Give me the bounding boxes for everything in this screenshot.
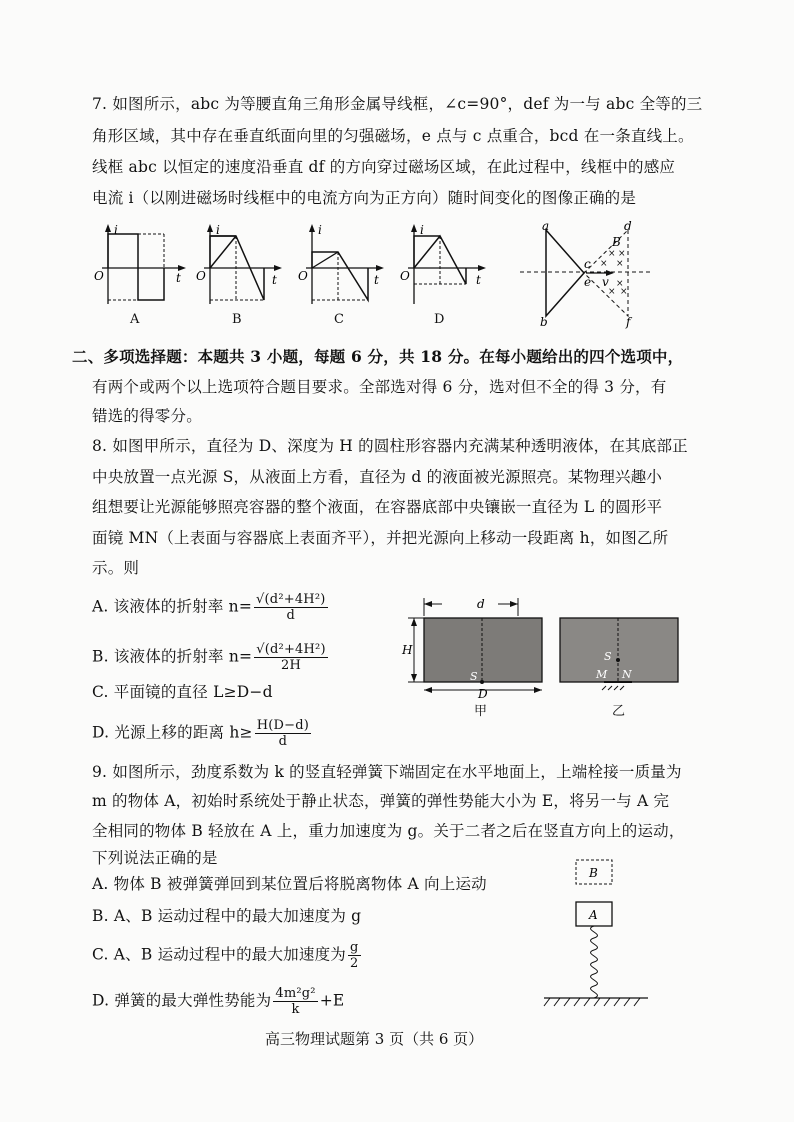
q7-line4: 电流 i（以刚进磁场时线框中的电流方向为正方向）随时间变化的图像正确的是 xyxy=(92,189,637,207)
q7-b-axis-o: O xyxy=(196,269,206,283)
q7-c-axis-i: i xyxy=(318,223,322,237)
q8-line4: 面镜 MN（上表面与容器底上表面齐平），并把光源向上移动一段距离 h，如图乙所 xyxy=(92,529,669,547)
q8-option-d: D. 光源上移的距离 h≥ $\frac{H(D-d)}{d}$ xyxy=(92,718,310,749)
q7-fig-e: e xyxy=(584,275,592,289)
q7-c-axis-o: O xyxy=(298,269,308,283)
q9-line2: m 的物体 A，初始时系统处于静止状态，弹簧的弹性势能大小为 E，将另一与 A 完 xyxy=(92,792,670,810)
q7-graph-c xyxy=(294,222,394,312)
q8-line5: 示。则 xyxy=(92,559,140,577)
q7-label-a: A xyxy=(130,312,140,327)
q8-option-a: A. 该液体的折射率 n= $\frac{\text{√(d²+4H²)}}{d}$ xyxy=(92,592,326,623)
svg-text:×: × xyxy=(616,279,624,289)
q7-label-c: C xyxy=(334,312,344,327)
q8-fig-h-label: H xyxy=(402,643,413,657)
svg-text:×: × xyxy=(620,287,628,297)
q7-fig-c: c xyxy=(584,257,591,271)
q8-caption-yi: 乙 xyxy=(612,704,626,719)
q7-d-axis-i: i xyxy=(420,223,424,237)
q9-option-a: A. 物体 B 被弹簧弹回到某位置后将脱离物体 A 向上运动 xyxy=(92,875,487,893)
q7-b-axis-i: i xyxy=(216,223,220,237)
q8-fig-yi-s: S xyxy=(604,650,612,663)
section2-line1: 二、多项选择题：本题共 3 小题，每题 6 分，共 18 分。在每小题给出的四个选项中， xyxy=(72,347,684,366)
q8-figure-yi xyxy=(556,616,686,696)
q8-fig-yi-n: N xyxy=(622,668,632,681)
q7-c-axis-t: t xyxy=(374,273,379,287)
q8-caption-jia: 甲 xyxy=(474,704,488,719)
svg-text:×: × xyxy=(608,287,616,297)
q9-box-a-label: A xyxy=(589,908,598,922)
q7-graph-d xyxy=(396,222,496,312)
q7-fig-b-field: B xyxy=(612,235,621,249)
q8-option-b: B. 该液体的折射率 n= $\frac{\text{√(d²+4H²)}}{2H}$ xyxy=(92,642,326,673)
section2-line3: 错选的得零分。 xyxy=(92,407,202,425)
q7-d-axis-t: t xyxy=(476,273,481,287)
q7-triangle-figure xyxy=(520,219,660,332)
q9-option-d: D. 弹簧的最大弹性势能为 $\frac{\text{4m²g²}}{k}$ +E xyxy=(92,986,345,1017)
q9-line1: 9. 如图所示，劲度系数为 k 的竖直轻弹簧下端固定在水平地面上，上端栓接一质量为 xyxy=(92,763,682,781)
q9-box-b-label: B xyxy=(589,866,598,880)
page-footer: 高三物理试题第 3 页（共 6 页） xyxy=(265,1030,484,1048)
q8-option-c: C. 平面镜的直径 L≥D−d xyxy=(92,683,273,701)
section2-line2: 有两个或两个以上选项符合题目要求。全部选对得 6 分，选对但不全的得 3 分，有 xyxy=(92,378,667,396)
q7-line3: 线框 abc 以恒定的速度沿垂直 df 的方向穿过磁场区域，在此过程中，线框中的感应 xyxy=(92,158,676,176)
q8-fig-yi-m: M xyxy=(596,668,608,681)
q7-fig-v: v xyxy=(602,275,609,289)
q7-a-axis-o: O xyxy=(94,269,104,283)
q7-a-axis-t: t xyxy=(176,271,181,285)
q7-graph-b xyxy=(192,222,292,312)
q7-d-axis-o: O xyxy=(400,269,410,283)
q7-label-b: B xyxy=(232,312,242,327)
q8-fig-d-label: d xyxy=(477,597,485,611)
q7-a-axis-i: i xyxy=(114,223,118,237)
svg-text:×: × xyxy=(618,249,626,259)
q7-fig-f: f xyxy=(626,315,631,329)
svg-text:×: × xyxy=(600,259,608,269)
q8-fig-D-label: D xyxy=(478,687,488,701)
q7-graph-a xyxy=(90,222,190,312)
q7-b-axis-t: t xyxy=(272,273,277,287)
q7-fig-b: b xyxy=(540,315,548,329)
svg-text:×: × xyxy=(616,259,624,269)
q7-fig-d: d xyxy=(624,219,632,233)
q9-line3: 全相同的物体 B 轻放在 A 上，重力加速度为 g。关于二者之后在竖直方向上的运动， xyxy=(92,822,685,840)
q8-line1: 8. 如图甲所示，直径为 D、深度为 H 的圆柱形容器内充满某种透明液体，在其底部正 xyxy=(92,437,688,455)
q8-fig-s-label: S xyxy=(470,670,478,683)
q9-option-b: B. A、B 运动过程中的最大加速度为 g xyxy=(92,907,362,925)
q9-line4: 下列说法正确的是 xyxy=(92,849,218,867)
svg-text:×: × xyxy=(608,249,616,259)
q9-spring-figure xyxy=(540,856,660,1016)
q8-line3: 组想要让光源能够照亮容器的整个液面，在容器底部中央镶嵌一直径为 L 的圆形平 xyxy=(92,498,663,516)
q7-label-d: D xyxy=(434,312,445,327)
q8-line2: 中央放置一点光源 S，从液面上方看，直径为 d 的液面被光源照亮。某物理兴趣小 xyxy=(92,468,663,486)
q7-line1: 7. 如图所示，abc 为等腰直角三角形金属导线框，∠c=90°，def 为一与 abc 全等的三 xyxy=(92,95,703,113)
q7-line2: 角形区域，其中存在垂直纸面向里的匀强磁场，e 点与 c 点重合，bcd 在一条直线上。 xyxy=(92,127,694,145)
q7-fig-a: a xyxy=(542,219,550,233)
q9-option-c: C. A、B 运动过程中的最大加速度为 $\frac{g}{2}$ xyxy=(92,940,359,971)
